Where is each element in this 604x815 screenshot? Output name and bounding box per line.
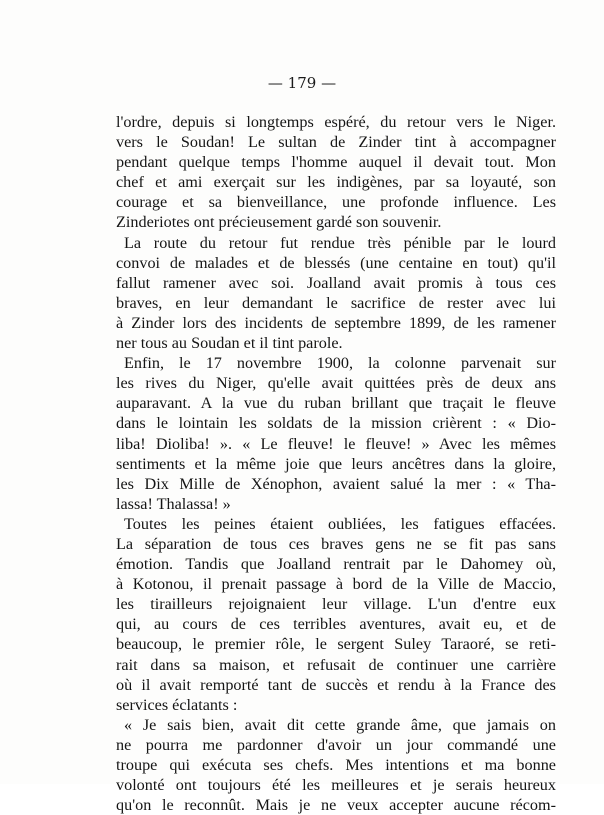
text-line: rait dans sa maison, et refusait de continuer une carrière bbox=[116, 655, 556, 674]
text-line: braves, en leur demandant le sacrifice de rester avec lui bbox=[116, 293, 556, 312]
text-line: les Dix Mille de Xénophon, avaient salué la mer : « Tha- bbox=[116, 474, 556, 493]
text-line: fallut ramener avec soi. Joalland avait promis à tous ces bbox=[116, 273, 556, 292]
text-line: ne pourra me pardonner d'avoir un jour commandé une bbox=[116, 735, 556, 754]
text-line: volonté ont toujours été les meilleures et je serais heureux bbox=[116, 776, 556, 795]
page-number: — 179 — bbox=[267, 74, 337, 92]
text-line: vers le Soudan! Le sultan de Zinder tint à accompagner bbox=[116, 133, 556, 152]
text-line: Enfin, le 17 novembre 1900, la colonne parvenait sur bbox=[124, 354, 556, 373]
text-line: chef et ami exerçait sur les indigènes, par sa loyauté, son bbox=[116, 173, 556, 192]
text-line: où il avait remporté tant de succès et rendu à la France des bbox=[116, 675, 556, 694]
text-line: Zinderiotes ont précieusement gardé son souvenir. bbox=[116, 213, 442, 232]
text-line: émotion. Tandis que Joalland rentrait par le Dahomey où, bbox=[116, 555, 556, 574]
text-line: les tirailleurs rejoignaient leur village. L'un d'entre eux bbox=[116, 595, 556, 614]
text-line: dans le lointain les soldats de la mission crièrent : « Dio- bbox=[116, 414, 556, 433]
text-line: à Zinder lors des incidents de septembre 1899, de les ramener bbox=[116, 313, 556, 332]
text-line: « Je sais bien, avait dit cette grande âme, que jamais on bbox=[124, 715, 556, 734]
text-line: ner tous au Soudan et il tint parole. bbox=[116, 334, 343, 353]
text-line: Toutes les peines étaient oubliées, les fatigues effacées. bbox=[124, 514, 556, 533]
text-line: sentiments et la même joie que leurs ancêtres dans la gloire, bbox=[116, 454, 556, 473]
body-text bbox=[116, 112, 556, 815]
text-line: services éclatants : bbox=[116, 695, 238, 714]
text-line: lassa! Thalassa! » bbox=[116, 494, 231, 513]
text-line: La route du retour fut rendue très pénible par le lourd bbox=[124, 233, 556, 252]
text-line: courage et sa bienveillance, une profonde influence. Les bbox=[116, 193, 556, 212]
text-line: qui, au cours de ces terribles aventures, avait eu, et de bbox=[116, 615, 556, 634]
text-line: La séparation de tous ces braves gens ne se fit pas sans bbox=[116, 534, 556, 553]
text-line: l'ordre, depuis si longtemps espéré, du retour vers le Niger. bbox=[116, 113, 556, 131]
text-line: beaucoup, le premier rôle, le sergent Suley Taraoré, se reti- bbox=[116, 635, 556, 654]
text-line: les rives du Niger, qu'elle avait quittées près de deux ans bbox=[116, 374, 556, 393]
text-line: qu'on le reconnût. Mais je ne veux accepter aucune récom- bbox=[116, 796, 556, 815]
text-line: troupe qui exécuta ses chefs. Mes intentions et ma bonne bbox=[116, 756, 556, 774]
text-line: liba! Dioliba! ». « Le fleuve! le fleuve! » Avec les mêmes bbox=[116, 434, 556, 453]
text-line: à Kotonou, il prenait passage à bord de la Ville de Maccio, bbox=[116, 575, 556, 594]
text-line: auparavant. A la vue du ruban brillant que traçait le fleuve bbox=[116, 394, 556, 413]
text-line: pendant quelque temps l'homme auquel il devait tout. Mon bbox=[116, 153, 556, 172]
text-line: convoi de malades et de blessés (une centaine en tout) qu'il bbox=[116, 253, 556, 272]
